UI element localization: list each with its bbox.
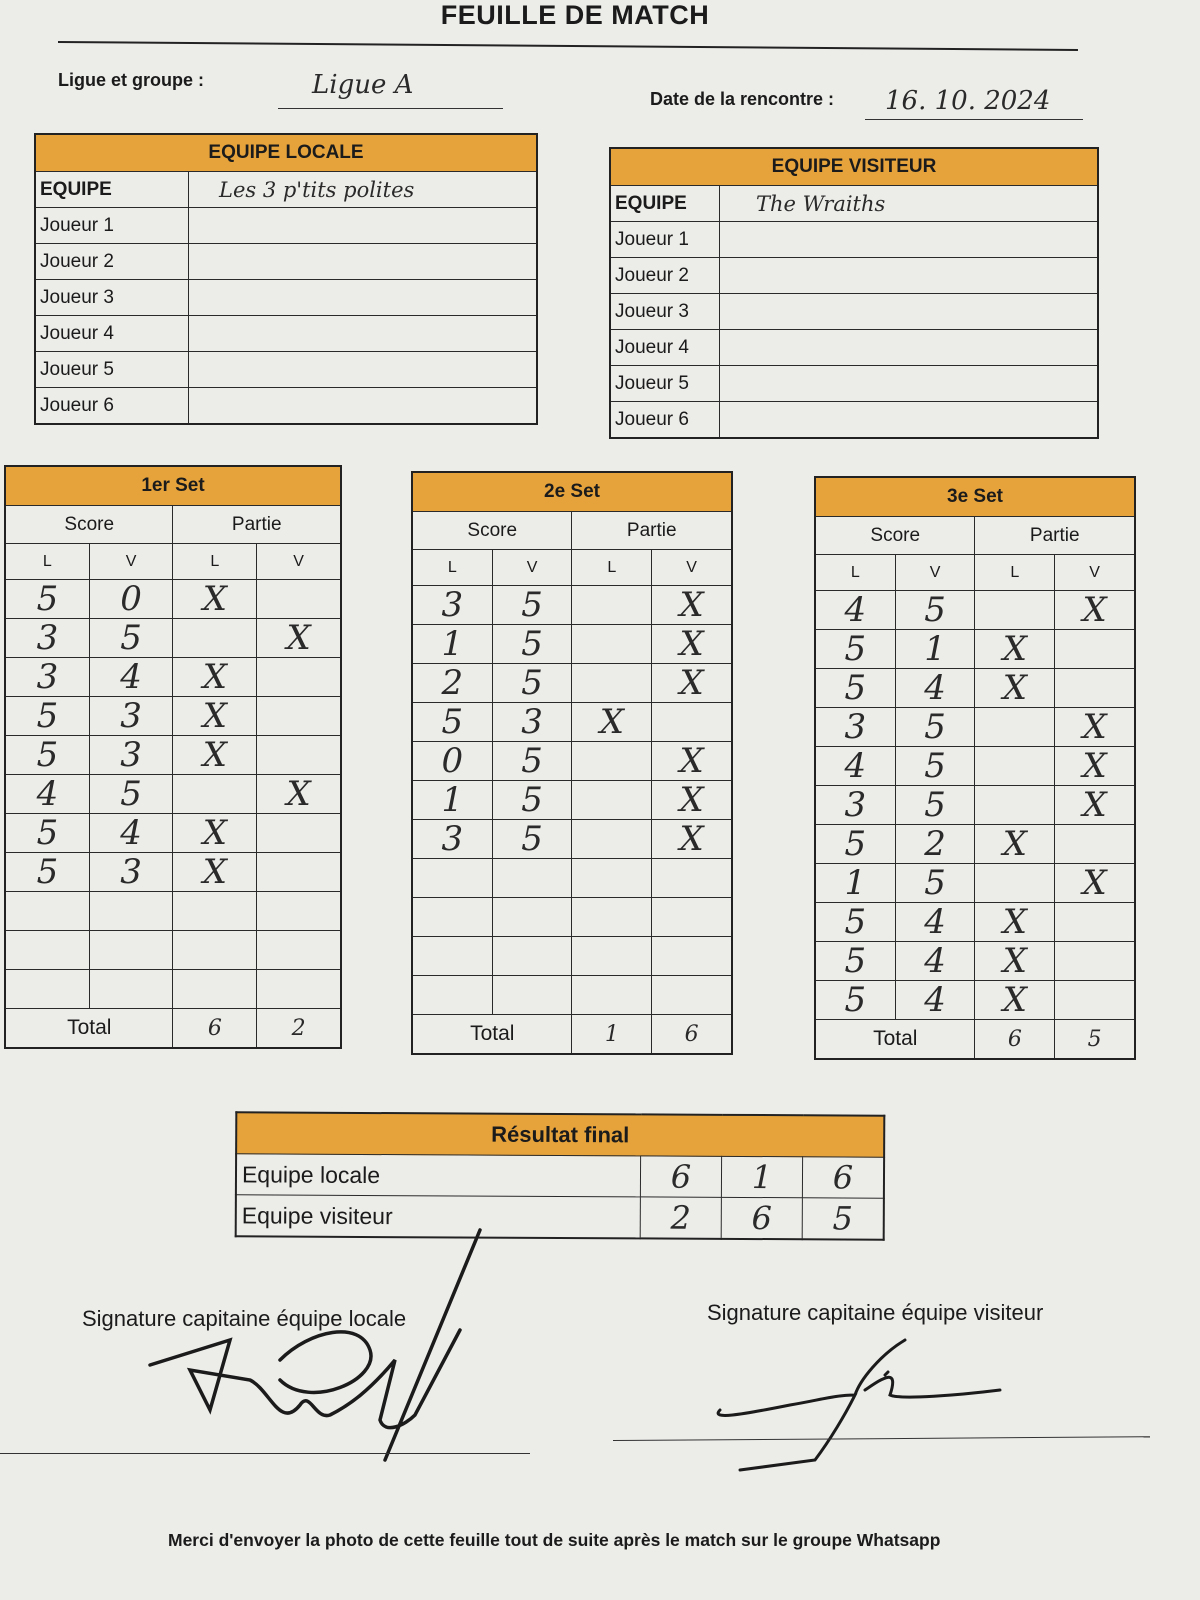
score-visitor-cell[interactable]: 5: [895, 591, 975, 630]
score-visitor-cell[interactable]: [492, 976, 572, 1015]
away-player-field[interactable]: [720, 222, 1099, 258]
home-signature-line: [0, 1453, 530, 1454]
score-local-cell[interactable]: 1: [815, 864, 895, 903]
away-player-label: Joueur 5: [610, 366, 720, 402]
set-row: [412, 664, 732, 703]
col-l-header: L: [412, 550, 492, 586]
set-row: [412, 781, 732, 820]
partie-visitor-mark[interactable]: X: [652, 820, 732, 859]
col-v-header: V: [89, 544, 173, 580]
set-row: [412, 937, 732, 976]
set-row: [5, 892, 341, 931]
score-local-cell[interactable]: 3: [5, 658, 89, 697]
score-visitor-cell[interactable]: 1: [895, 630, 975, 669]
set-row: [412, 859, 732, 898]
total-local[interactable]: 6: [975, 1020, 1055, 1060]
score-visitor-cell[interactable]: 0: [89, 580, 173, 619]
score-visitor-cell[interactable]: [492, 898, 572, 937]
away-player-label: Joueur 1: [610, 222, 720, 258]
partie-local-mark[interactable]: [173, 892, 257, 931]
score-visitor-cell[interactable]: [89, 931, 173, 970]
set-row: [412, 742, 732, 781]
score-local-cell[interactable]: 5: [5, 736, 89, 775]
score-local-cell[interactable]: [5, 931, 89, 970]
col-v-header: V: [492, 550, 572, 586]
set-table: [411, 471, 733, 1055]
home-signature: [130, 1220, 550, 1480]
partie-local-mark[interactable]: X: [975, 981, 1055, 1020]
partie-visitor-mark[interactable]: [1055, 630, 1135, 669]
partie-local-mark[interactable]: [572, 859, 652, 898]
partie-visitor-mark[interactable]: X: [652, 625, 732, 664]
partie-visitor-mark[interactable]: [652, 976, 732, 1015]
score-visitor-cell[interactable]: 5: [895, 786, 975, 825]
partie-header: Partie: [975, 517, 1135, 555]
score-local-cell[interactable]: [412, 859, 492, 898]
away-player-field[interactable]: [720, 366, 1099, 402]
partie-local-mark[interactable]: [572, 742, 652, 781]
partie-visitor-mark[interactable]: [652, 937, 732, 976]
partie-local-mark[interactable]: [975, 591, 1055, 630]
partie-local-mark[interactable]: X: [975, 942, 1055, 981]
col-v-header: V: [257, 544, 341, 580]
partie-visitor-mark[interactable]: X: [1055, 864, 1135, 903]
col-l-header: L: [975, 555, 1055, 591]
partie-local-mark[interactable]: X: [975, 669, 1055, 708]
away-player-label: Joueur 3: [610, 294, 720, 330]
partie-local-mark[interactable]: X: [173, 697, 257, 736]
away-player-field[interactable]: [720, 402, 1099, 439]
partie-visitor-mark[interactable]: [1055, 903, 1135, 942]
away-player-field[interactable]: [720, 330, 1099, 366]
set-row: [5, 853, 341, 892]
col-v-header: V: [652, 550, 732, 586]
partie-local-mark[interactable]: [975, 864, 1055, 903]
partie-visitor-mark[interactable]: X: [652, 742, 732, 781]
set-title: 2e Set: [412, 472, 732, 512]
partie-visitor-mark[interactable]: X: [652, 586, 732, 625]
partie-local-mark[interactable]: X: [975, 630, 1055, 669]
score-visitor-cell[interactable]: 3: [89, 697, 173, 736]
final-away-label: Equipe visiteur: [236, 1195, 641, 1239]
home-player-field[interactable]: [189, 208, 538, 244]
partie-local-mark[interactable]: X: [975, 903, 1055, 942]
home-player-field[interactable]: [189, 316, 538, 352]
partie-visitor-mark[interactable]: [257, 931, 341, 970]
away-signature-label: Signature capitaine équipe visiteur: [707, 1300, 1044, 1325]
set-row: [5, 736, 341, 775]
partie-visitor-mark[interactable]: X: [652, 664, 732, 703]
partie-local-mark[interactable]: [572, 586, 652, 625]
partie-visitor-mark[interactable]: [257, 853, 341, 892]
league-value[interactable]: Ligue A: [312, 70, 414, 100]
partie-visitor-mark[interactable]: X: [1055, 591, 1135, 630]
score-header: Score: [5, 506, 173, 544]
away-team-label: EQUIPE: [610, 186, 720, 222]
home-team-label: EQUIPE: [35, 172, 189, 208]
score-local-cell[interactable]: 5: [815, 630, 895, 669]
score-local-cell[interactable]: 4: [815, 747, 895, 786]
score-local-cell[interactable]: 3: [412, 586, 492, 625]
final-result-title: Résultat final: [236, 1112, 884, 1157]
score-visitor-cell[interactable]: 3: [492, 703, 572, 742]
home-player-label: Joueur 5: [35, 352, 189, 388]
set-row: [5, 775, 341, 814]
score-visitor-cell[interactable]: [89, 892, 173, 931]
score-local-cell[interactable]: 1: [412, 781, 492, 820]
partie-visitor-mark[interactable]: [1055, 981, 1135, 1020]
set-row: [5, 931, 341, 970]
final-away-set1[interactable]: 2: [640, 1197, 721, 1239]
set-row: [5, 619, 341, 658]
partie-local-mark[interactable]: X: [572, 703, 652, 742]
partie-local-mark[interactable]: X: [173, 814, 257, 853]
partie-visitor-mark[interactable]: [257, 697, 341, 736]
set-row: [815, 708, 1135, 747]
home-team-name[interactable]: Les 3 p'tits polites: [189, 172, 538, 208]
set-row: [815, 864, 1135, 903]
partie-header: Partie: [572, 512, 732, 550]
score-visitor-cell[interactable]: 4: [89, 814, 173, 853]
home-team-table: [34, 133, 538, 425]
home-player-field[interactable]: [189, 244, 538, 280]
set-row: [5, 658, 341, 697]
set-row: [815, 669, 1135, 708]
home-player-label: Joueur 2: [35, 244, 189, 280]
score-local-cell[interactable]: 3: [412, 820, 492, 859]
set-row: [815, 786, 1135, 825]
score-local-cell[interactable]: 5: [5, 580, 89, 619]
total-label: Total: [5, 1009, 173, 1049]
set-row: [815, 942, 1135, 981]
score-visitor-cell[interactable]: [492, 859, 572, 898]
league-label: Ligue et groupe :: [58, 70, 204, 90]
partie-visitor-mark[interactable]: [652, 898, 732, 937]
score-local-cell[interactable]: 0: [412, 742, 492, 781]
partie-visitor-mark[interactable]: X: [1055, 708, 1135, 747]
partie-visitor-mark[interactable]: [257, 814, 341, 853]
set-title: 3e Set: [815, 477, 1135, 517]
partie-visitor-mark[interactable]: X: [257, 775, 341, 814]
score-local-cell[interactable]: 2: [412, 664, 492, 703]
home-team-title: EQUIPE LOCALE: [35, 134, 537, 172]
total-label: Total: [412, 1015, 572, 1055]
away-player-field[interactable]: [720, 294, 1099, 330]
score-visitor-cell[interactable]: 5: [895, 747, 975, 786]
total-label: Total: [815, 1020, 975, 1060]
total-visitor[interactable]: 6: [652, 1015, 732, 1055]
partie-header: Partie: [173, 506, 341, 544]
score-visitor-cell[interactable]: 5: [492, 820, 572, 859]
away-team-table: [609, 147, 1099, 439]
score-visitor-cell[interactable]: 4: [895, 981, 975, 1020]
partie-local-mark[interactable]: [572, 781, 652, 820]
set-row: [412, 976, 732, 1015]
away-player-field[interactable]: [720, 258, 1099, 294]
set-table: [4, 465, 342, 1049]
final-home-set3[interactable]: 6: [802, 1157, 884, 1198]
score-local-cell[interactable]: 5: [815, 903, 895, 942]
partie-visitor-mark[interactable]: X: [1055, 786, 1135, 825]
set-row: [5, 970, 341, 1009]
league-underline: [278, 108, 503, 109]
partie-local-mark[interactable]: [572, 976, 652, 1015]
home-player-label: Joueur 3: [35, 280, 189, 316]
partie-visitor-mark[interactable]: X: [1055, 747, 1135, 786]
home-player-field[interactable]: [189, 280, 538, 316]
score-visitor-cell[interactable]: 4: [895, 903, 975, 942]
home-signature-label: Signature capitaine équipe locale: [82, 1306, 407, 1331]
score-local-cell[interactable]: [412, 937, 492, 976]
partie-local-mark[interactable]: [975, 747, 1055, 786]
partie-visitor-mark[interactable]: X: [257, 619, 341, 658]
score-local-cell[interactable]: 4: [5, 775, 89, 814]
total-local[interactable]: 6: [173, 1009, 257, 1049]
final-home-set2[interactable]: 1: [721, 1156, 802, 1197]
score-header: Score: [815, 517, 975, 555]
partie-local-mark[interactable]: [173, 619, 257, 658]
partie-local-mark[interactable]: [975, 708, 1055, 747]
score-local-cell[interactable]: [412, 898, 492, 937]
partie-local-mark[interactable]: [572, 937, 652, 976]
home-player-field[interactable]: [189, 352, 538, 388]
col-l-header: L: [5, 544, 89, 580]
partie-visitor-mark[interactable]: [652, 703, 732, 742]
score-visitor-cell[interactable]: 3: [89, 853, 173, 892]
col-l-header: L: [815, 555, 895, 591]
away-signature: [700, 1320, 1020, 1480]
score-local-cell[interactable]: 3: [815, 786, 895, 825]
col-v-header: V: [895, 555, 975, 591]
score-visitor-cell[interactable]: 5: [492, 664, 572, 703]
score-visitor-cell[interactable]: 4: [895, 669, 975, 708]
title-underline: [58, 41, 1078, 51]
score-header: Score: [412, 512, 572, 550]
partie-visitor-mark[interactable]: [257, 736, 341, 775]
score-local-cell[interactable]: 5: [815, 825, 895, 864]
partie-visitor-mark[interactable]: [1055, 942, 1135, 981]
set-row: [815, 591, 1135, 630]
total-visitor[interactable]: 2: [257, 1009, 341, 1049]
score-local-cell[interactable]: [5, 970, 89, 1009]
away-player-label: Joueur 4: [610, 330, 720, 366]
partie-visitor-mark[interactable]: [652, 859, 732, 898]
partie-local-mark[interactable]: [975, 786, 1055, 825]
partie-visitor-mark[interactable]: [257, 892, 341, 931]
page-title: FEUILLE DE MATCH: [440, 0, 710, 30]
score-local-cell[interactable]: 1: [412, 625, 492, 664]
set-row: [815, 981, 1135, 1020]
set-row: [5, 697, 341, 736]
col-l-header: L: [173, 544, 257, 580]
set-row: [412, 625, 732, 664]
home-player-field[interactable]: [189, 388, 538, 425]
partie-local-mark[interactable]: [572, 664, 652, 703]
score-visitor-cell[interactable]: 2: [895, 825, 975, 864]
score-visitor-cell[interactable]: 5: [492, 586, 572, 625]
away-team-name[interactable]: The Wraiths: [720, 186, 1099, 222]
partie-local-mark[interactable]: [173, 931, 257, 970]
final-home-set1[interactable]: 6: [640, 1156, 721, 1197]
score-local-cell[interactable]: 5: [5, 814, 89, 853]
partie-visitor-mark[interactable]: [257, 580, 341, 619]
score-visitor-cell[interactable]: 4: [89, 658, 173, 697]
date-underline: [865, 119, 1083, 120]
home-player-label: Joueur 4: [35, 316, 189, 352]
set-table: [814, 476, 1136, 1060]
score-local-cell[interactable]: 5: [412, 703, 492, 742]
date-label: Date de la rencontre :: [650, 89, 835, 109]
partie-visitor-mark[interactable]: [257, 970, 341, 1009]
total-visitor[interactable]: 5: [1055, 1020, 1135, 1060]
score-local-cell[interactable]: [5, 892, 89, 931]
col-v-header: V: [1055, 555, 1135, 591]
set-row: [412, 703, 732, 742]
total-local[interactable]: 1: [572, 1015, 652, 1055]
score-local-cell[interactable]: 5: [815, 981, 895, 1020]
score-visitor-cell[interactable]: 5: [492, 742, 572, 781]
score-local-cell[interactable]: [412, 976, 492, 1015]
set-row: [5, 580, 341, 619]
partie-local-mark[interactable]: [572, 820, 652, 859]
set-row: [5, 814, 341, 853]
partie-local-mark[interactable]: [173, 970, 257, 1009]
partie-local-mark[interactable]: [173, 775, 257, 814]
partie-local-mark[interactable]: X: [173, 580, 257, 619]
score-local-cell[interactable]: 5: [815, 669, 895, 708]
score-local-cell[interactable]: 5: [5, 697, 89, 736]
score-local-cell[interactable]: 5: [5, 853, 89, 892]
score-visitor-cell[interactable]: 5: [492, 781, 572, 820]
away-player-label: Joueur 2: [610, 258, 720, 294]
score-visitor-cell[interactable]: 5: [492, 625, 572, 664]
col-l-header: L: [572, 550, 652, 586]
score-visitor-cell[interactable]: 5: [895, 708, 975, 747]
set-title: 1er Set: [5, 466, 341, 506]
score-visitor-cell[interactable]: [492, 937, 572, 976]
score-visitor-cell[interactable]: 5: [89, 619, 173, 658]
score-local-cell[interactable]: 3: [815, 708, 895, 747]
partie-local-mark[interactable]: [572, 898, 652, 937]
partie-visitor-mark[interactable]: X: [652, 781, 732, 820]
final-away-set3[interactable]: 5: [802, 1198, 884, 1240]
final-home-label: Equipe locale: [236, 1154, 641, 1197]
set-row: [815, 747, 1135, 786]
set-row: [412, 898, 732, 937]
footer-note: Merci d'envoyer la photo de cette feuille tout de suite après le match sur le groupe Whatsapp: [168, 1530, 941, 1550]
score-visitor-cell[interactable]: 5: [895, 864, 975, 903]
partie-local-mark[interactable]: X: [975, 825, 1055, 864]
set-row: [815, 630, 1135, 669]
away-player-label: Joueur 6: [610, 402, 720, 439]
final-away-set2[interactable]: 6: [721, 1197, 802, 1239]
score-visitor-cell[interactable]: 4: [895, 942, 975, 981]
away-team-title: EQUIPE VISITEUR: [610, 148, 1098, 186]
partie-visitor-mark[interactable]: [257, 658, 341, 697]
partie-local-mark[interactable]: X: [173, 853, 257, 892]
score-local-cell[interactable]: 5: [815, 942, 895, 981]
home-player-label: Joueur 1: [35, 208, 189, 244]
set-row: [815, 825, 1135, 864]
partie-local-mark[interactable]: X: [173, 736, 257, 775]
partie-visitor-mark[interactable]: [1055, 825, 1135, 864]
partie-visitor-mark[interactable]: [1055, 669, 1135, 708]
set-row: [815, 903, 1135, 942]
score-visitor-cell[interactable]: [89, 970, 173, 1009]
partie-local-mark[interactable]: [572, 625, 652, 664]
score-visitor-cell[interactable]: 3: [89, 736, 173, 775]
home-player-label: Joueur 6: [35, 388, 189, 425]
set-row: [412, 586, 732, 625]
score-local-cell[interactable]: 3: [5, 619, 89, 658]
partie-local-mark[interactable]: X: [173, 658, 257, 697]
score-local-cell[interactable]: 4: [815, 591, 895, 630]
score-visitor-cell[interactable]: 5: [89, 775, 173, 814]
set-row: [412, 820, 732, 859]
date-value[interactable]: 16. 10. 2024: [885, 86, 1051, 116]
